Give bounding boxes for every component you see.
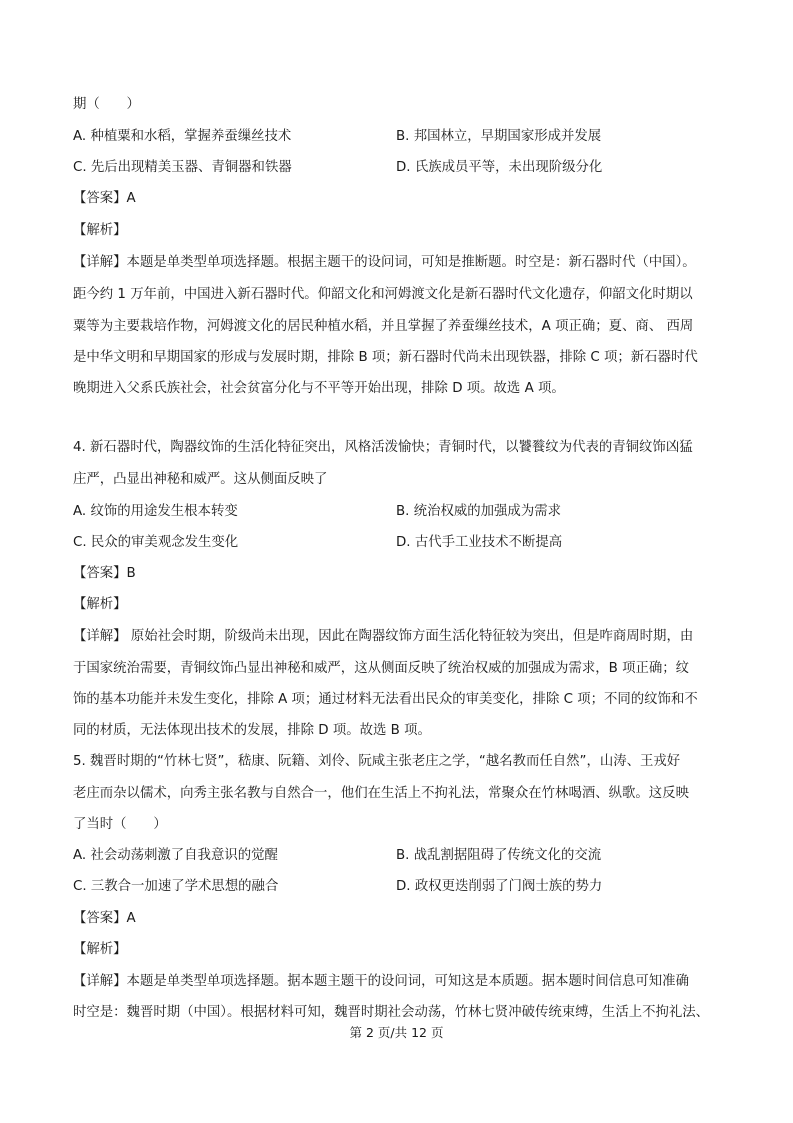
q3-detail-line-1: 【详解】本题是单类型单项选择题。根据主题干的设问词，可知是推断题。时空是：新石器时代（中国）。 — [73, 255, 696, 270]
q5-analysis-label: 【解析】 — [73, 942, 127, 957]
q4-option-a: A. 纹饰的用途发生根本转变 — [73, 504, 238, 519]
q4-stem-line-2: 庄严，凸显出神秘和威严。这从侧面反映了 — [73, 472, 328, 487]
q4-detail-line-3: 饰的基本功能并未发生变化，排除 A 项；通过材料无法看出民众的审美变化，排除 C 项；不同的纹饰和不 — [73, 692, 698, 707]
q3-option-b: B. 邦国林立，早期国家形成并发展 — [396, 129, 602, 144]
q5-stem-line-1: 5. 魏晋时期的“竹林七贤”，嵇康、阮籍、刘伶、阮咸主张老庄之学，“越名教而任自然”，山涛、王戎好 — [73, 754, 681, 769]
page-footer: 第 2 页/共 12 页 — [349, 1025, 444, 1040]
q5-option-b: B. 战乱割据阻碍了传统文化的交流 — [396, 848, 602, 863]
q3-detail-line-4: 是中华文明和早期国家的形成与发展时期，排除 B 项；新石器时代尚未出现铁器，排除 C 项；新石器时代 — [73, 350, 698, 365]
q4-detail-line-2: 于国家统治需要，青铜纹饰凸显出神秘和威严，这从侧面反映了统治权威的加强成为需求，B 项正确；纹 — [73, 661, 690, 676]
q5-stem-line-2: 老庄而杂以儒术，向秀主张名教与自然合一，他们在生活上不拘礼法，常聚众在竹林喝酒、纵歌。这反映 — [73, 786, 689, 801]
q3-detail-line-3: 粟等为主要栽培作物，河姆渡文化的居民种植水稻，并且掌握了养蚕缫丝技术，A 项正确；夏、商、 西周 — [73, 319, 694, 334]
q5-stem-line-3: 了当时（ ） — [73, 817, 167, 832]
q3-detail-line-5: 晚期进入父系氏族社会，社会贫富分化与不平等开始出现，排除 D 项。故选 A 项。 — [73, 381, 565, 396]
q3-option-a: A. 种植粟和水稻，掌握养蚕缫丝技术 — [73, 129, 292, 144]
q5-option-c: C. 三教合一加速了学术思想的融合 — [73, 879, 279, 894]
q5-detail-line-1: 【详解】本题是单类型单项选择题。据本题主题干的设问词，可知这是本质题。据本题时间信息可知准确 — [73, 974, 689, 989]
q4-option-d: D. 古代手工业技术不断提高 — [396, 535, 563, 550]
q5-answer: 【答案】A — [73, 911, 136, 926]
q4-answer: 【答案】B — [73, 566, 136, 581]
q4-detail-line-4: 同的材质，无法体现出技术的发展，排除 D 项。故选 B 项。 — [73, 723, 431, 738]
q3-stem-tail: 期（ ） — [73, 97, 140, 112]
q3-analysis-label: 【解析】 — [73, 223, 127, 238]
q3-detail-line-2: 距今约 1 万年前，中国进入新石器时代。仰韶文化和河姆渡文化是新石器时代文化遗存，仰韶文化时期以 — [73, 287, 693, 302]
q4-stem-line-1: 4. 新石器时代，陶器纹饰的生活化特征突出，风格活泼愉快；青铜时代，以饕餮纹为代表的青铜纹饰凶猛 — [73, 440, 693, 455]
q3-option-d: D. 氏族成员平等，未出现阶级分化 — [396, 160, 603, 175]
q4-analysis-label: 【解析】 — [73, 597, 127, 612]
q5-option-a: A. 社会动荡刺激了自我意识的觉醒 — [73, 848, 278, 863]
q4-option-c: C. 民众的审美观念发生变化 — [73, 535, 239, 550]
q3-option-c: C. 先后出现精美玉器、青铜器和铁器 — [73, 160, 292, 175]
q5-detail-line-2: 时空是：魏晋时期（中国）。根据材料可知，魏晋时期社会动荡，竹林七贤冲破传统束缚，生活上不拘礼法、 — [73, 1005, 710, 1020]
q3-answer: 【答案】A — [73, 191, 136, 206]
q4-detail-line-1: 【详解】 原始社会时期，阶级尚未出现，因此在陶器纹饰方面生活化特征较为突出，但是咋商周时期，由 — [73, 629, 694, 644]
q5-option-d: D. 政权更迭削弱了门阀士族的势力 — [396, 879, 603, 894]
q4-option-b: B. 统治权威的加强成为需求 — [396, 504, 561, 519]
